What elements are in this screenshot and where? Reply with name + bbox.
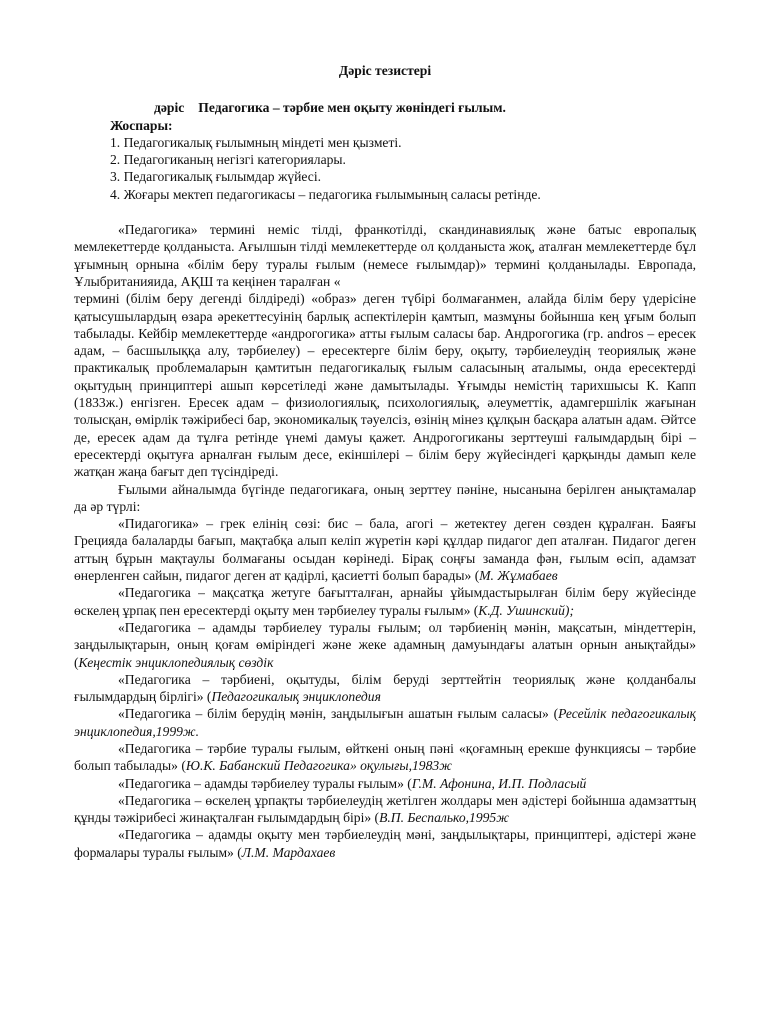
spacer [74, 203, 696, 221]
quote-paragraph: «Педагогика – адамды оқыту мен тәрбиелеудің мәні, заңдылықтары, принциптері, әдістері және формалары туралы ғылым» (Л.М. Мардахаев [74, 827, 696, 860]
quote-paragraph: «Педагогика – адамды тәрбиелеу туралы ғылым; ол тәрбиенің мәнін, мақсатын, міндеттерін, заңдылықтарын, оның қоғам өміріндегі және жеке адамның дамуындағы алатын орнын анықтайды» (Кеңестік энциклопедиялық сөздік [74, 619, 696, 670]
lecture-prefix: дәріс [154, 100, 185, 116]
quote-paragraph: «Педагогика – білім берудің мәнін, заңдылығын ашатын ғылым саласы» (Ресейлік педагогикалық энциклопедия,1999ж. [74, 706, 696, 739]
quote-paragraph: «Педагогика – мақсатқа жетуге бағытталған, арнайы ұйымдастырылған білім беру жүйесінде өскелең ұрпақ пен ересектерді оқыту мен тәрбиелеу туралы ғылым» (К.Д. Ушинский); [74, 585, 696, 618]
quote-paragraph: «Педагогика – тәрбиені, оқытуды, білім беруді зерттейтін теориялық және қолданбалы ғылымдардың бірлігі» (Педагогикалық энциклопедия [74, 671, 696, 705]
plan-heading: Жоспары: [110, 117, 173, 133]
quote-paragraph: «Пидагогика» – грек елінің сөзі: бис – бала, агогі – жетектеу деген сөзден құралған. Баяғы Грецияда балаларды бағып, мақтабқа алып келіп жүретін кәрі құлдар пидагог деп аталған. Пидагог деген аттың бұрын мақтаулы болмағаны осыдан көрінеді. Бірақ соңғы заманда фән, ғылым өсіп, адамзат өнерленген сайын, пидагог деген ат қадірлі, қасиетті болып барады» (М. Жұмабаев [74, 516, 696, 584]
quote-author: Ресейлік педагогикалық энциклопедия,1999ж. [74, 706, 696, 739]
document-page [74, 62, 696, 861]
document-title: Дәріс тезистері [338, 63, 432, 78]
quote-paragraph: «Педагогика – тәрбие туралы ғылым, өйткені оның пәні «қоғамның ерекше функциясы – тәрбие болып табылады» (Ю.К. Бабанский Педагогика» оқулығы,1983ж [74, 740, 696, 774]
quote-paragraph: «Педагогика – адамды тәрбиелеу туралы ғылым» (Г.М. Афонина, И.П. Подласый [118, 775, 587, 791]
plan-item: 2. Педагогиканың негізгі категориялары. [110, 152, 346, 168]
plan-item: 3. Педагогикалық ғылымдар жүйесі. [110, 169, 321, 185]
plan-item: 4. Жоғары мектеп педагогикасы – педагогика ғылымының саласы ретінде. [110, 186, 541, 202]
paragraph: «Педагогика» термині неміс тілді, франкотілді, скандинавиялық және батыс европалық мемлекеттерде қолданыста. Ағылшын тілді мемлекеттерде ол қолданыста жоқ, аталған мемлекеттерде бұл ұғымның орнына «білім беру туралы ғылым (немесе ғылымдар)» термині қолданылады. Европада, Ұлыбританияида, АҚШ та кеңінен таралған « [74, 222, 696, 289]
quote-author: Г.М. Афонина, И.П. Подласый [411, 775, 587, 791]
quote-author: Л.М. Мардахаев [241, 844, 336, 860]
paragraph: Ғылыми айналымда бүгінде педагогикаға, оның зерттеу пәніне, нысанына берілген анықтамалар да әр түрлі: [74, 481, 696, 514]
quote-paragraph: «Педагогика – өскелең ұрпақты тәрбиелеудің жетілген жолдары мен әдістері бойынша адамзаттың құнды тәжірибесі жинақталған ғылымдардың бірі» (В.П. Беспалько,1995ж [74, 792, 696, 826]
quote-author: М. Жұмабаев [479, 568, 558, 584]
lecture-heading [154, 99, 696, 116]
quote-author: Кеңестік энциклопедиялық сөздік [78, 654, 274, 670]
quote-author: В.П. Беспалько,1995ж [379, 810, 509, 826]
quote-author: Ю.К. Бабанский Педагогика» оқулығы,1983ж [185, 758, 452, 774]
paragraph: термині (білім беру дегенді білдіреді) «образ» деген түбірі болмағанмен, алайда білім беру үдерісіне қатысушылардың өзара әрекеттесуінің барлық аспектілерін қамтып, мазмұны бойынша кең ұғым болып табылады. Кейбір мемлекеттерде «андрогогика» атты ғылым саласы бар. Андрогогика (гр. andros – ересек адам, – басшылыққа алу, тәрбиелеу) – ересектерге білім беру, оқыту, тәрбиелеудің теориялық және практикалық проблемаларын қамтитын педагогикалық ғылым саласының аталымы, онда ересектерді оқытудың принциптері ашып көрсетіледі және дамытылады. Ұғымды немістің тарихшысы К. Капп (1833ж.) енгізген. Ересек адам – физиологиялық, психологиялық, әлеуметтік, адамгершілік жағынан толысқан, өмірлік тәжірибесі бар, экономикалық тәуелсіз, өзінің мінез құлқын басқара алатын адам. Әйтсе де, ересек адам да тұлға ретінде үнемі дамуы қажет. Андрогогиканы зерттеуші ғалымдардың бірі – ересектерді оқытуға арналған ғылым десе, екіншілері – білім беру жүйесіндегі қарқынды дамып келе жатқан жаңа бағыт деп түсіндіреді. [74, 291, 696, 480]
quote-author: К.Д. Ушинский); [478, 602, 574, 618]
quote-author: Педагогикалық энциклопедия [211, 689, 381, 705]
lecture-topic: Педагогика – тәрбие мен оқыту жөніндегі ғылым. [198, 100, 506, 116]
plan-item: 1. Педагогикалық ғылымның міндеті мен қызметі. [110, 134, 402, 150]
